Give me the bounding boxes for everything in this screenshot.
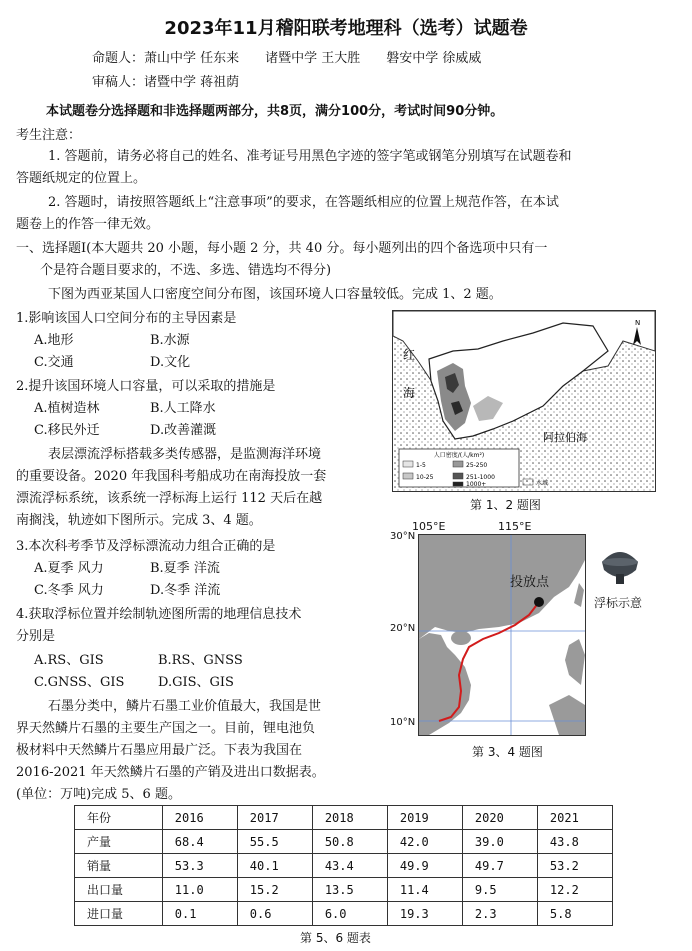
notice-heading: 考生注意： [16, 128, 82, 143]
q2-option-b: B.人工降水 [150, 401, 216, 416]
table-cell: 进口量 [75, 902, 163, 926]
table-row [75, 854, 613, 878]
table-cell: 55.5 [237, 830, 312, 854]
release-point-marker [534, 597, 544, 607]
hainan-island [451, 631, 471, 645]
page-title: 2023年11月稽阳联考地理科（选考）试题卷 [164, 18, 528, 39]
table-cell: 销量 [75, 854, 163, 878]
table-cell: 11.0 [162, 878, 237, 902]
table-cell: 19.3 [387, 902, 462, 926]
lon-label-105: 105°E [412, 520, 446, 533]
table-cell: 43.8 [537, 830, 612, 854]
q4-option-a: A.RS、GIS [34, 653, 104, 668]
table-cell: 9.5 [462, 878, 537, 902]
table-caption: 第 5、6 题表 [300, 931, 371, 945]
reviewer-line: 审稿人：诸暨中学 蒋祖荫 [92, 75, 240, 90]
intro-q34-line2: 的重要设备。2020 年我国科考船成功在南海投放一套 [16, 469, 327, 484]
intro-q56-line5: (单位：万吨)完成 5、6 题。 [16, 787, 181, 802]
lat-label-10: 10°N [390, 717, 416, 728]
table-header-row [75, 806, 613, 830]
intro-q12: 下图为西亚某国人口密度空间分布图，该国环境人口容量较低。完成 1、2 题。 [48, 287, 502, 302]
question-3: 3.本次科考季节及浮标漂流动力组合正确的是 [16, 539, 276, 554]
legend-swatch-5 [453, 482, 463, 486]
buoy-track-map [418, 534, 586, 736]
notice-2b: 题卷上的作答一律无效。 [16, 217, 160, 232]
table-header-cell: 2019 [387, 806, 462, 830]
legend-label-2: 10-25 [416, 474, 434, 481]
table-cell: 2.3 [462, 902, 537, 926]
legend-label-5: 1000+ [466, 481, 487, 488]
release-point-label: 投放点 [510, 575, 550, 590]
table-cell: 53.2 [537, 854, 612, 878]
q3-option-b: B.夏季 洋流 [150, 561, 220, 576]
q2-option-c: C.移民外迁 [34, 423, 100, 438]
table-cell: 49.9 [387, 854, 462, 878]
buoy-icon [598, 544, 642, 588]
legend-label-water: 水域 [536, 480, 549, 487]
table-cell: 5.8 [537, 902, 612, 926]
table-cell: 0.6 [237, 902, 312, 926]
graphite-data-table [74, 805, 613, 926]
lat-label-30: 30°N [390, 531, 416, 542]
q1-option-b: B.水源 [150, 333, 190, 348]
legend-swatch-4 [453, 473, 463, 479]
q3-option-c: C.冬季 风力 [34, 583, 104, 598]
map2-caption: 第 3、4 题图 [472, 745, 543, 759]
table-cell: 12.2 [537, 878, 612, 902]
section1-heading: 一、选择题Ⅰ(本大题共 20 小题，每小题 2 分，共 40 分。每小题列出的四个备选项中只有一 [16, 241, 548, 256]
notice-1a: 1. 答题前，请务必将自己的姓名、准考证号用黑色字迹的签字笔或钢笔分别填写在试题卷和 [48, 149, 572, 164]
table-cell: 49.7 [462, 854, 537, 878]
table-cell: 13.5 [312, 878, 387, 902]
legend-swatch-3 [453, 461, 463, 467]
section1-heading-cont: 个是符合题目要求的，不选、多选、错选均不得分) [40, 263, 332, 278]
table-header-cell: 2020 [462, 806, 537, 830]
red-sea-label-1: 红 [403, 348, 416, 362]
north-label: N [635, 319, 641, 327]
table-cell: 出口量 [75, 878, 163, 902]
legend-label-3: 25-250 [466, 462, 488, 469]
table-cell: 15.2 [237, 878, 312, 902]
lat-label-20: 20°N [390, 623, 416, 634]
arabian-sea-label: 阿拉伯海 [543, 431, 587, 444]
lon-label-115: 115°E [498, 520, 532, 533]
intro-q34-line4: 南搁浅，轨迹如下图所示。完成 3、4 题。 [16, 513, 262, 528]
table-cell: 50.8 [312, 830, 387, 854]
table-cell: 40.1 [237, 854, 312, 878]
q1-option-d: D.文化 [150, 355, 191, 370]
table-cell: 53.3 [162, 854, 237, 878]
table-cell: 43.4 [312, 854, 387, 878]
table-cell: 产量 [75, 830, 163, 854]
q3-option-a: A.夏季 风力 [34, 561, 104, 576]
legend-title: 人口密度/(人/km²) [433, 452, 485, 459]
notice-1b: 答题纸规定的位置上。 [16, 171, 147, 186]
table-header-cell: 2017 [237, 806, 312, 830]
legend-swatch-1 [403, 461, 413, 467]
legend-label-4: 251-1000 [466, 474, 495, 481]
table-header-cell: 2021 [537, 806, 612, 830]
question-2: 2.提升该国环境人口容量，可以采取的措施是 [16, 379, 276, 394]
q4-option-d: D.GIS、GIS [158, 675, 234, 690]
legend-label-1: 1-5 [416, 462, 426, 469]
population-density-map-graphic [393, 311, 655, 491]
table-cell: 0.1 [162, 902, 237, 926]
table-header-cell: 2018 [312, 806, 387, 830]
intro-q34-line3: 漂流浮标系统，该系统一浮标海上运行 112 天后在越 [16, 491, 323, 506]
table-cell: 42.0 [387, 830, 462, 854]
intro-q56-line1: 石墨分类中，鳞片石墨工业价值最大，我国是世 [48, 699, 322, 714]
table-cell: 68.4 [162, 830, 237, 854]
table-cell: 11.4 [387, 878, 462, 902]
q1-option-c: C.交通 [34, 355, 74, 370]
q3-option-d: D.冬季 洋流 [150, 583, 221, 598]
buoy-label: 浮标示意 [594, 596, 643, 610]
question-4: 4.获取浮标位置并绘制轨迹图所需的地理信息技术 [16, 607, 302, 622]
question-1: 1.影响该国人口空间分布的主导因素是 [16, 311, 237, 326]
table-cell: 39.0 [462, 830, 537, 854]
population-density-map [392, 310, 656, 492]
legend-swatch-water [523, 479, 533, 485]
table-header-cell: 2016 [162, 806, 237, 830]
buoy-track-map-graphic [419, 535, 585, 735]
q4-option-b: B.RS、GNSS [158, 653, 243, 668]
red-sea-label-2: 海 [403, 386, 416, 400]
intro-q56-line2: 界天然鳞片石墨的主要生产国之一。目前，锂电池负 [16, 721, 316, 736]
q1-option-a: A.地形 [34, 333, 74, 348]
question-4-cont: 分别是 [16, 629, 56, 644]
q2-option-a: A.植树造林 [34, 401, 100, 416]
intro-q34-line1: 表层漂流浮标搭载多类传感器，是监测海洋环境 [48, 447, 322, 462]
table-row [75, 902, 613, 926]
authors-line: 命题人：萧山中学 任东来 诸暨中学 王大胜 磐安中学 徐威威 [92, 51, 482, 66]
table-row [75, 830, 613, 854]
map1-caption: 第 1、2 题图 [470, 498, 541, 512]
table-header-cell: 年份 [75, 806, 163, 830]
intro-q56-line3: 极材料中天然鳞片石墨应用最广泛。下表为我国在 [16, 743, 303, 758]
q2-option-d: D.改善灌溉 [150, 423, 217, 438]
exam-info: 本试题卷分选择题和非选择题两部分，共8页，满分100分，考试时间90分钟。 [46, 104, 504, 119]
legend-swatch-2 [403, 473, 413, 479]
table-row [75, 878, 613, 902]
intro-q56-line4: 2016-2021 年天然鳞片石墨的产销及进出口数据表。 [16, 765, 325, 780]
q4-option-c: C.GNSS、GIS [34, 675, 125, 690]
notice-2a: 2. 答题时，请按照答题纸上“注意事项”的要求，在答题纸相应的位置上规范作答，在本试 [48, 195, 559, 210]
table-cell: 6.0 [312, 902, 387, 926]
